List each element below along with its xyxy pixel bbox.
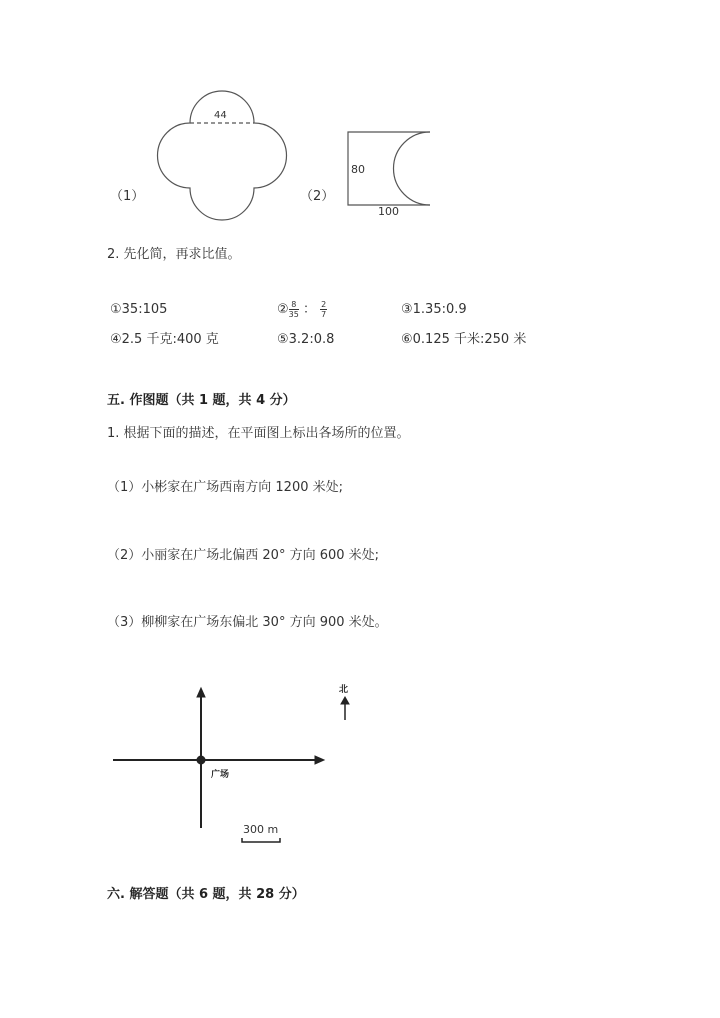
scale-bar — [242, 838, 280, 842]
figure1-dimension: 44 — [214, 110, 227, 121]
fraction-8-35 — [289, 300, 299, 319]
figure2-width: 100 — [378, 205, 399, 218]
denominator: 35 — [288, 310, 299, 319]
denominator: 7 — [321, 310, 327, 319]
q2-item-3: ③1.35:0.9 — [401, 302, 467, 317]
section5-part-2: （2）小丽家在广场北偏西 20° 方向 600 米处; — [107, 548, 380, 563]
section5-q1-title: 1. 根据下面的描述，在平面图上标出各场所的位置。 — [107, 426, 410, 441]
q2-item-1: ①35:105 — [110, 302, 168, 317]
section5-part-1: （1）小彬家在广场西南方向 1200 米处; — [107, 480, 343, 495]
north-label: 北 — [339, 685, 349, 695]
q2-title: 2. 先化简，再求比值。 — [107, 247, 241, 262]
north-arrow-icon — [341, 697, 349, 704]
section5-part-3: （3）柳柳家在广场东偏北 30° 方向 900 米处。 — [107, 615, 388, 630]
colon: ： — [302, 302, 316, 317]
fraction-2-7 — [320, 300, 327, 319]
section6-heading: 六. 解答题（共 6 题，共 28 分） — [107, 887, 305, 902]
figure2-height: 80 — [351, 163, 365, 176]
scale-label: 300 m — [243, 823, 279, 836]
plaza-dot — [197, 756, 205, 764]
plaza-label: 广场 — [211, 770, 230, 780]
map-diagram — [113, 688, 349, 842]
q2-item-5: ⑤3.2:0.8 — [277, 332, 335, 347]
q2-item-2 — [277, 300, 327, 319]
q2-item-6: ⑥0.125 千米:250 米 — [401, 332, 527, 347]
numerator: 2 — [321, 300, 327, 309]
numerator: 8 — [289, 300, 299, 310]
q2-item-4: ④2.5 千克:400 克 — [110, 332, 219, 347]
figure1-label: （1） — [110, 189, 145, 204]
section5-heading: 五. 作图题（共 1 题，共 4 分） — [107, 393, 296, 408]
item-number: ② — [277, 302, 289, 317]
figure2-label: （2） — [300, 189, 335, 204]
